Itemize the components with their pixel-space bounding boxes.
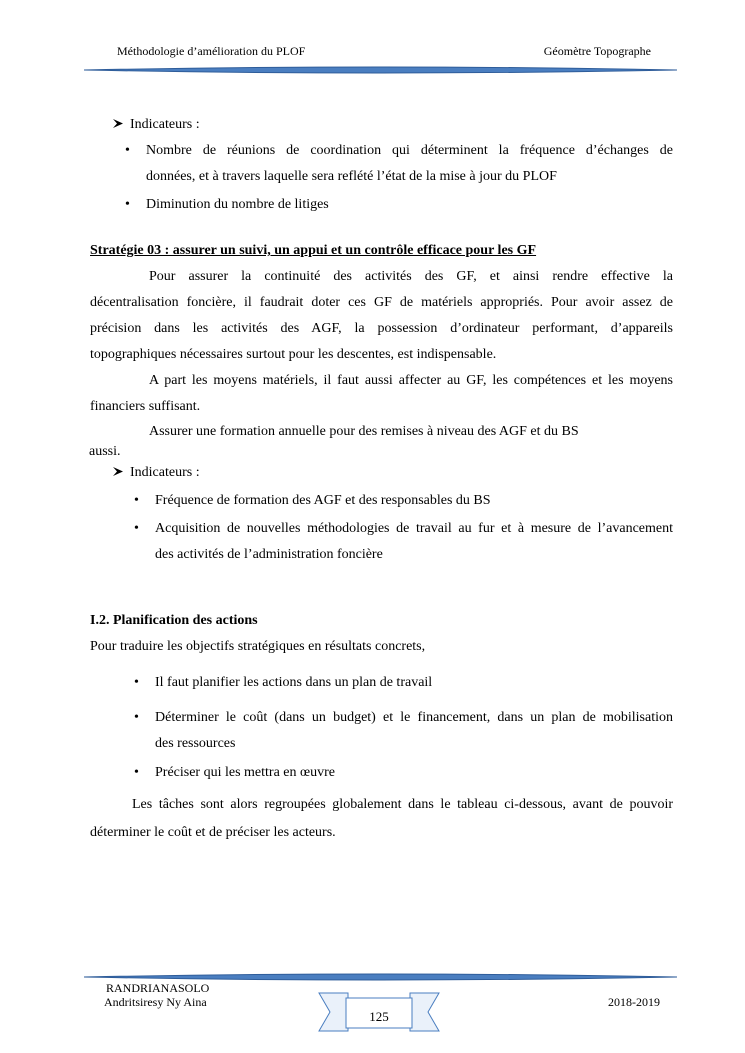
- planning-closing: Les tâches sont alors regroupées globalement dans le tableau ci-dessous, avant de pouvoir déterminer le coût et de préciser les acteurs.: [90, 797, 673, 840]
- strategy-section: Stratégie 03 : assurer un suivi, un appui et un contrôle efficace pour les GF Pour assurer la continuité des activités des GF, et ainsi rendre effective la décentralisation foncière, il faudrait doter ces GF de matériels appropriés. Pour avoir assez de précision dans les activités des AGF, la possession d’ordinateur performant, d’appareils topographiques nécessaires surtout pour les descentes, est indispensable. A part les moyens matériels, il faut aussi affecter au GF, les compétences et les moyens financiers suffisant. Assurer une formation annuelle pour des remises à niveau des AGF et du BS aussi. Indicateurs : • Fréquence de formation des AGF et des responsables du BS • Acquisition de nouvelles méthodologies de travail au fur et à mesure de l’avancement des activités de l’administration foncière: [90, 238, 673, 568]
- list-item: • Préciser qui les mettra en œuvre: [90, 760, 673, 786]
- list-item: • Acquisition de nouvelles méthodologies de travail au fur et à mesure de l’avancement des activités de l’administration foncière: [90, 516, 673, 568]
- footer-year: 2018-2019: [608, 995, 660, 1009]
- indicators-label: Indicateurs :: [130, 117, 200, 132]
- arrow-bullet-icon: [112, 460, 130, 486]
- round-bullet-icon: •: [125, 143, 130, 158]
- arrow-bullet-icon: [112, 112, 130, 138]
- header-rule: [82, 64, 679, 76]
- section-indicators: [90, 112, 673, 218]
- list-item: • Diminution du nombre de litiges: [90, 192, 673, 218]
- planning-intro: Pour traduire les objectifs stratégiques en résultats concrets,: [90, 639, 426, 654]
- planning-section: [90, 608, 673, 846]
- strategy-title: Stratégie 03 : assurer un suivi, un appui et un contrôle efficace pour les GF: [90, 243, 537, 258]
- footer-author-line1: RANDRIANASOLO: [106, 981, 210, 995]
- round-bullet-icon: •: [125, 197, 130, 212]
- indicators-label: Indicateurs :: [130, 465, 200, 480]
- list-item: • Nombre de réunions de coordination qui déterminent la fréquence d’échanges de données, et à travers laquelle sera reflété l’état de la mise à jour du PLOF: [90, 138, 673, 190]
- round-bullet-icon: •: [134, 765, 139, 780]
- planning-title: I.2. Planification des actions: [90, 613, 258, 628]
- round-bullet-icon: •: [134, 521, 139, 536]
- header-right-title: Géomètre Topographe: [543, 44, 651, 58]
- header-left-title: Méthodologie d’amélioration du PLOF: [117, 44, 306, 58]
- round-bullet-icon: •: [134, 675, 139, 690]
- list-item: • Il faut planifier les actions dans un plan de travail: [90, 670, 673, 696]
- list-item: • Déterminer le coût (dans un budget) et le financement, dans un plan de mobilisation des ressources: [90, 705, 673, 757]
- list-item: • Fréquence de formation des AGF et des responsables du BS: [90, 488, 673, 514]
- round-bullet-icon: •: [134, 493, 139, 508]
- round-bullet-icon: •: [134, 710, 139, 725]
- page-number: 125: [369, 1009, 389, 1024]
- footer-author-line2: Andritsiresy Ny Aina: [104, 995, 207, 1009]
